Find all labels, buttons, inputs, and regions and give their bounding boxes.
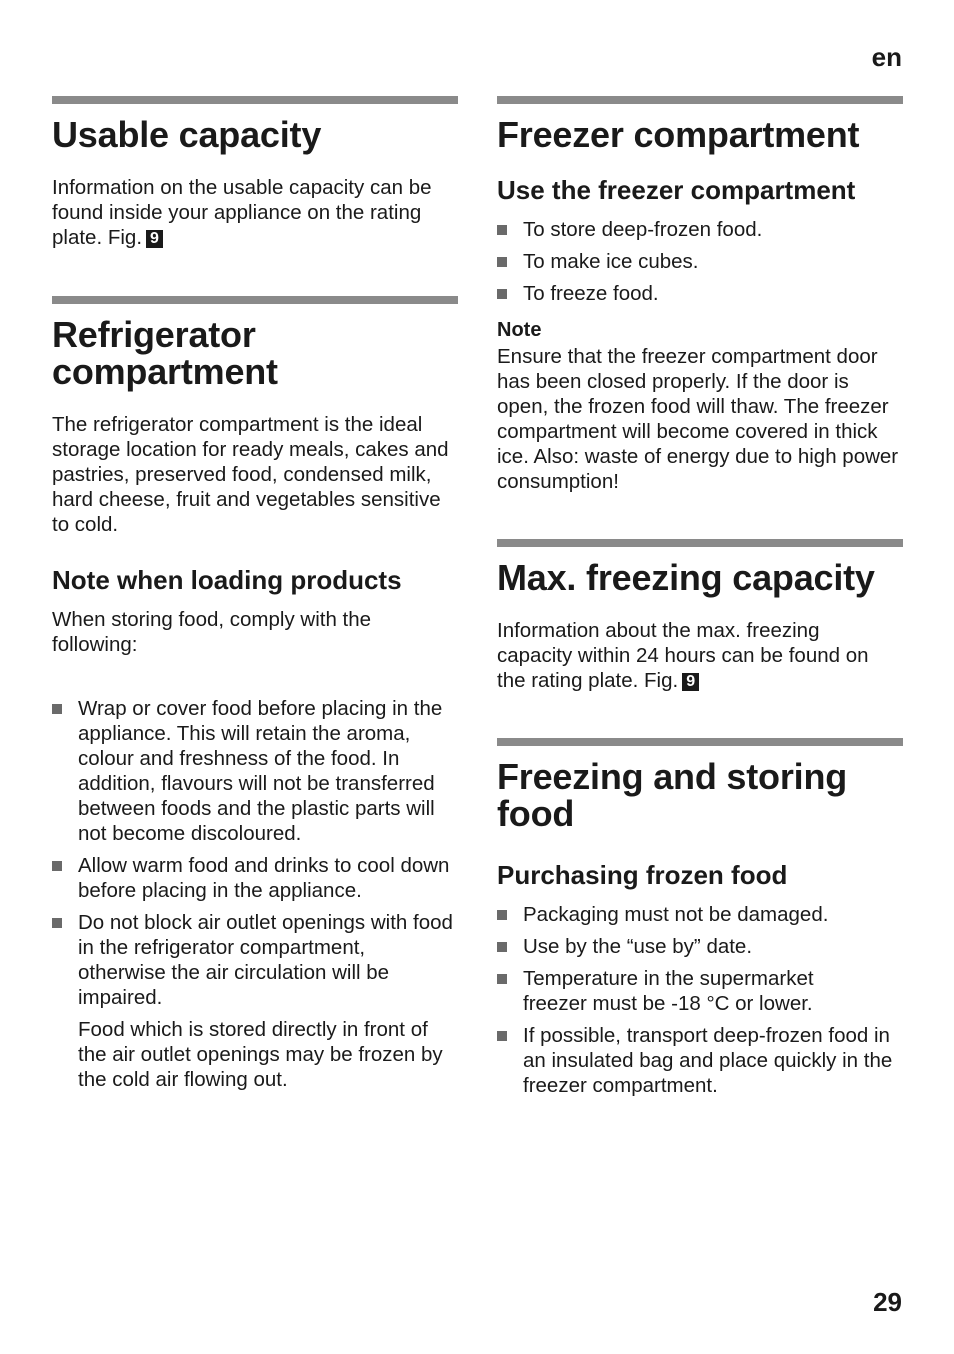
list-item (497, 281, 903, 306)
page-number: 29 (873, 1287, 902, 1317)
usable-capacity-text (52, 175, 444, 250)
list-item (497, 249, 903, 274)
square-bullet-icon (52, 861, 62, 871)
list-item (497, 217, 903, 242)
list-item (52, 853, 458, 903)
loading-list (52, 696, 458, 1010)
section-usable-capacity (52, 96, 458, 250)
list-item-text: To make ice cubes. (523, 250, 699, 273)
square-bullet-icon (497, 257, 507, 267)
freezing-storing-title: Freezing and storing food (497, 756, 848, 834)
freezer-use-heading: Use the freezer compartment (497, 175, 856, 205)
figure-ref-badge: 9 (682, 673, 699, 691)
refrigerator-title: Refrigerator compartment (52, 314, 278, 392)
refrigerator-text: The refrigerator compartment is the ideal storage location for ready meals, cakes and pastries, preserved food, condensed milk, hard cheese, fruit and vegetables sensitive to cold. (52, 413, 449, 536)
loading-extra-text: Food which is stored directly in front of the air outlet openings may be frozen by the cold air flowing out. (78, 1018, 443, 1091)
list-item (52, 910, 458, 1010)
list-item-text: To store deep-frozen food. (523, 218, 763, 241)
freezer-title: Freezer compartment (497, 114, 860, 155)
list-item-text: Packaging must not be damaged. (523, 903, 829, 926)
section-rule (497, 96, 903, 104)
square-bullet-icon (497, 974, 507, 984)
section-freezing-storing (497, 738, 903, 1098)
section-refrigerator (52, 296, 458, 1092)
max-freezing-title: Max. freezing capacity (497, 557, 875, 598)
square-bullet-icon (497, 942, 507, 952)
figure-ref-badge: 9 (146, 230, 163, 248)
list-item-text: Temperature in the supermarket freezer must be -18 °C or lower. (523, 967, 814, 1015)
list-item-text: Wrap or cover food before placing in the appliance. This will retain the aroma, colour and freshness of the food. In addition, flavours will not be transferred between foods and the plastic parts will not become discoloured. (78, 697, 443, 845)
square-bullet-icon (52, 704, 62, 714)
list-item (497, 1023, 903, 1098)
freezer-note-text: Ensure that the freezer compartment door has been closed properly. If the door is open, the frozen food will thaw. The freezer compartment will become covered in thick ice. Also: waste of energy due to high power consumption! (497, 345, 899, 493)
square-bullet-icon (52, 918, 62, 928)
list-item (497, 966, 863, 1016)
square-bullet-icon (497, 289, 507, 299)
freezer-use-list (497, 217, 903, 306)
list-item (497, 934, 903, 959)
purchasing-list (497, 902, 903, 1098)
section-rule (52, 296, 458, 304)
section-rule (52, 96, 458, 104)
list-item (52, 696, 448, 846)
loading-intro: When storing food, comply with the following: (52, 608, 372, 656)
list-item-text: If possible, transport deep-frozen food in an insulated bag and place quickly in the freezer compartment. (523, 1024, 893, 1097)
list-item-text: To freeze food. (523, 282, 659, 305)
purchasing-heading: Purchasing frozen food (497, 860, 788, 890)
list-item-text: Allow warm food and drinks to cool down before placing in the appliance. (78, 854, 450, 902)
language-code: en (871, 42, 902, 72)
usable-capacity-body: Information on the usable capacity can be found inside your appliance on the rating plate. Fig. (52, 176, 432, 249)
usable-capacity-title: Usable capacity (52, 114, 322, 155)
square-bullet-icon (497, 225, 507, 235)
list-item-text: Use by the “use by” date. (523, 935, 753, 958)
note-label: Note (497, 319, 542, 341)
right-column (497, 96, 903, 1105)
section-max-freezing (497, 539, 903, 693)
left-column (52, 96, 458, 1092)
max-freezing-body: Information about the max. freezing capacity within 24 hours can be found on the rating plate. Fig. (497, 619, 869, 692)
list-item-text: Do not block air outlet openings with food in the refrigerator compartment, otherwise the air circulation will be impaired. (78, 911, 453, 1009)
section-rule (497, 539, 903, 547)
square-bullet-icon (497, 1031, 507, 1041)
max-freezing-text (497, 618, 889, 693)
section-freezer (497, 96, 903, 494)
square-bullet-icon (497, 910, 507, 920)
loading-heading: Note when loading products (52, 565, 402, 595)
list-item (497, 902, 903, 927)
section-rule (497, 738, 903, 746)
